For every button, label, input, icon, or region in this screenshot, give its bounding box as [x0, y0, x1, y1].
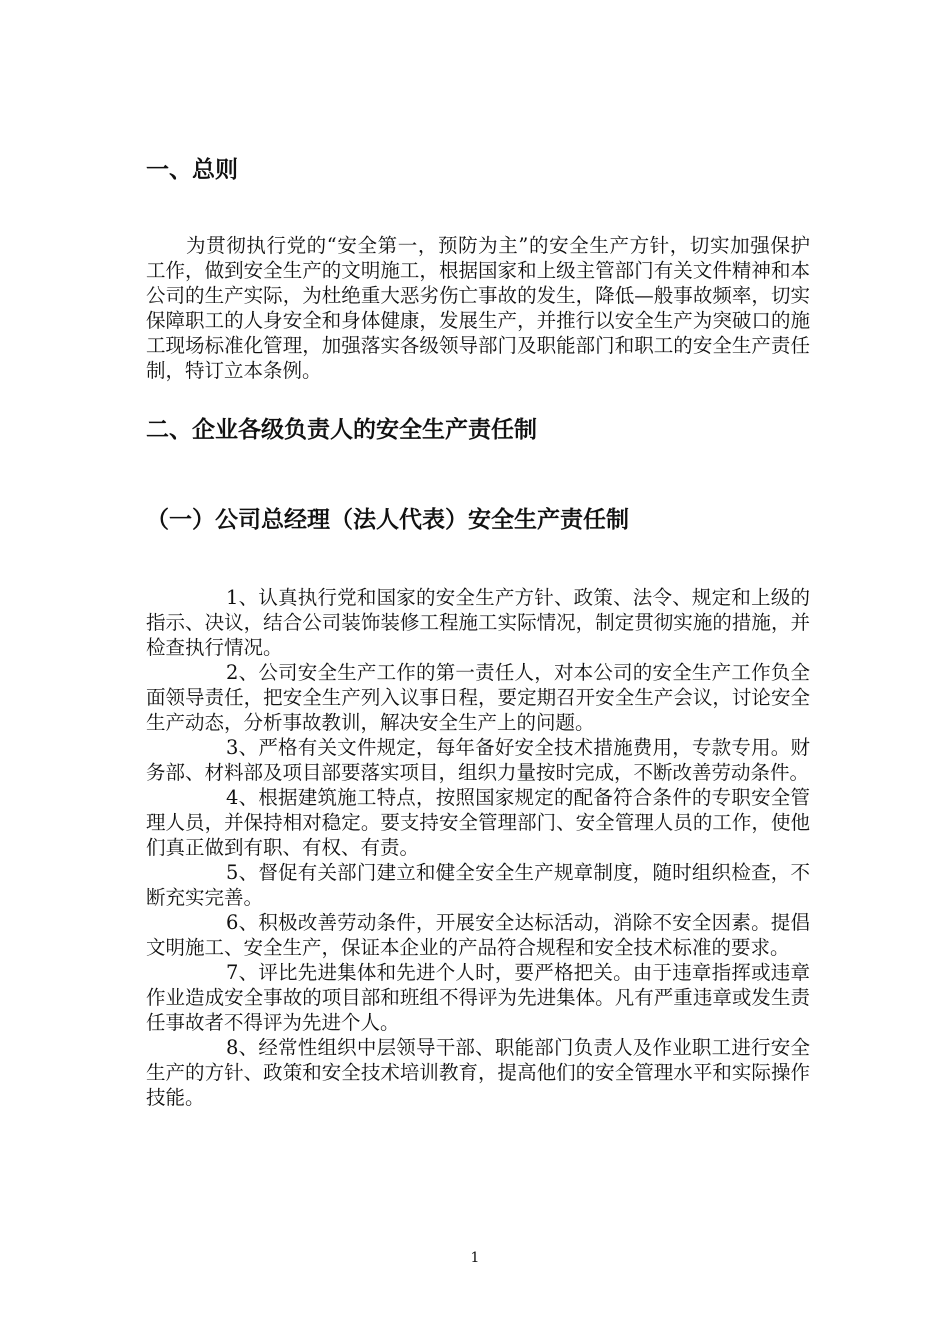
- list-item: 6、积极改善劳动条件，开展安全达标活动，消除不安全因素。提倡文明施工、安全生产，保证本企业的产品符合规程和安全技术标准的要求。: [146, 911, 810, 959]
- list-item: 8、经常性组织中层领导干部、职能部门负责人及作业职工进行安全生产的方针、政策和安全技术培训教育，提高他们的安全管理水平和实际操作技能。: [146, 1036, 810, 1109]
- section-heading-general-provisions: 一、总则: [146, 157, 238, 183]
- list-item: 5、督促有关部门建立和健全安全生产规章制度，随时组织检查，不断充实完善。: [146, 861, 810, 909]
- responsibility-item-list: [146, 585, 810, 1110]
- section-heading-responsibility-system: 二、企业各级负责人的安全生产责任制: [146, 417, 537, 443]
- list-item: 4、根据建筑施工特点，按照国家规定的配备符合条件的专职安全管理人员，并保持相对稳定。要支持安全管理部门、安全管理人员的工作，使他们真正做到有职、有权、有责。: [146, 786, 810, 859]
- page-number: 1: [470, 1250, 480, 1266]
- list-item: 3、严格有关文件规定，每年备好安全技术措施费用，专款专用。财务部、材料部及项目部要落实项目，组织力量按时完成，不断改善劳动条件。: [146, 736, 810, 784]
- intro-paragraph: 为贯彻执行党的“安全第一，预防为主”的安全生产方针，切实加强保护工作，做到安全生产的文明施工，根据国家和上级主管部门有关文件精神和本公司的生产实际，为杜绝重大恶劣伤亡事故的发生，降低—般事故频率，切实保障职工的人身安全和身体健康，发展生产，并推行以安全生产为突破口的施工现场标准化管理，加强落实各级领导部门及职能部门和职工的安全生产责任制，特订立本条例。: [146, 234, 810, 382]
- list-item: 1、认真执行党和国家的安全生产方针、政策、法令、规定和上级的指示、决议，结合公司装饰装修工程施工实际情况，制定贯彻实施的措施，并检查执行情况。: [146, 586, 810, 659]
- list-item: 2、公司安全生产工作的第一责任人，对本公司的安全生产工作负全面领导责任，把安全生产列入议事日程，要定期召开安全生产会议，讨论安全生产动态，分析事故教训，解决安全生产上的问题。: [146, 661, 810, 734]
- subsection-heading-general-manager: （一）公司总经理（法人代表）安全生产责任制: [146, 507, 629, 533]
- list-item: 7、评比先进集体和先进个人时，要严格把关。由于违章指挥或违章作业造成安全事故的项目部和班组不得评为先进集体。凡有严重违章或发生责任事故者不得评为先进个人。: [146, 961, 810, 1034]
